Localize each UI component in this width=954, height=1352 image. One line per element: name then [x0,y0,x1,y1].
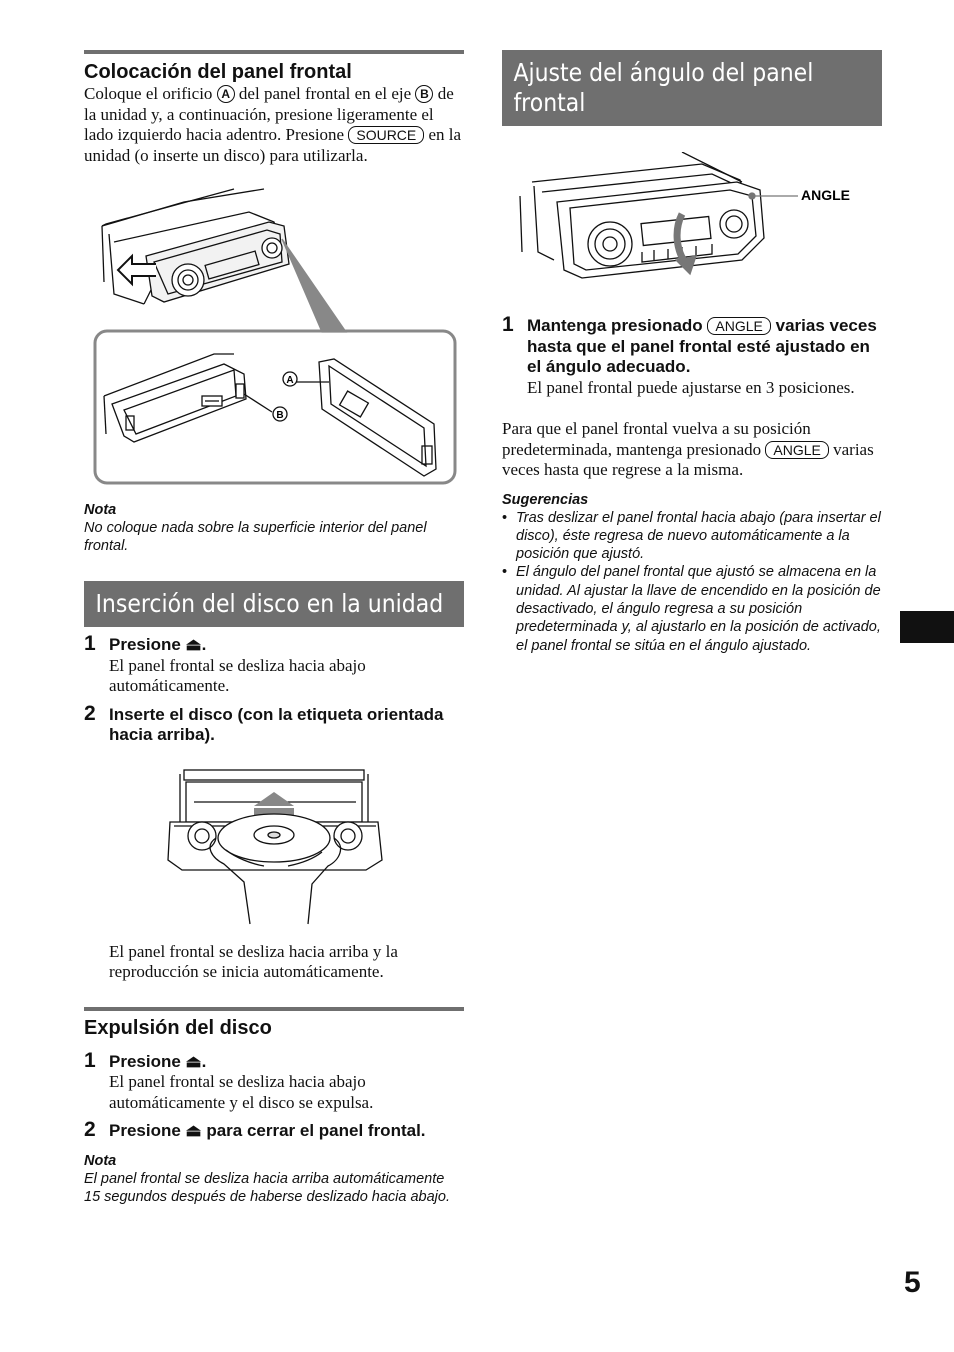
tip-item: • El ángulo del panel frontal que ajustó se almacena en la unidad. Al ajustar la llave de encendido en la posición de desactivado, el ángulo regresa a su posición predeterminada y, al ajustarlo en la posición de activado, el panel frontal se sitúa en el ángulo ajustado. [502,563,882,654]
section-title-angle: Ajuste del ángulo del panel frontal [502,50,882,126]
attach-panel-svg [84,184,464,489]
note-heading: Nota [84,502,117,518]
tips-list [502,509,882,655]
section-title-eject-disc: Expulsión del disco [84,1016,272,1039]
tips-heading: Sugerencias [502,491,589,508]
section-title-attach-panel: Colocación del panel frontal [84,61,352,83]
section-tab-marker [900,611,954,643]
insert-disc-illustration [84,762,464,932]
insert-step-2: 2 Inserte el disco (con la etiqueta orientada hacia arriba). [84,701,444,744]
angle-svg [502,152,882,292]
eject-step-1: 1 Presione ⏏. El panel frontal se desliza hacia abajo automáticamente y el disco se expulsa. [84,1048,374,1112]
angle-step-1: 1 Mantenga presionado ANGLE varias veces hasta que el panel frontal esté ajustado en el ángulo adecuado. El panel frontal puede ajustarse en 3 posiciones. [502,313,877,397]
tips-block [502,491,882,655]
section-banner-angle [502,50,882,126]
mark-b: B [415,85,433,103]
right-column [502,50,882,655]
note-text: El panel frontal se desliza hacia arriba automáticamente 15 segundos después de haberse deslizado hacia abajo. [84,1170,450,1205]
attach-panel-text: Coloque el orificio A del panel frontal en el eje B de la unidad y, a continuación, presione ligeramente el lado izquierdo hacia adentro. Presione SOURCE en la unidad (o inserte un disco) para utilizarla. [84,84,462,165]
left-column [84,50,464,1206]
insert-disc-svg [84,762,464,932]
mark-a: A [217,85,235,103]
angle-button-label: ANGLE [707,317,770,335]
fig-callout-b: B [276,410,284,421]
fig-callout-a: A [286,375,294,386]
angle-fig-label: ANGLE [801,187,850,203]
eject-note [84,1152,464,1206]
attach-note [84,501,464,555]
attach-panel-illustration [84,184,464,489]
angle-reset-text: Para que el panel frontal vuelva a su posición predeterminada, mantenga presionado ANGLE varias veces hasta que regrese a la misma. [502,419,874,479]
note-text: No coloque nada sobre la superficie interior del panel frontal. [84,520,427,554]
section-title-insert-disc: Inserción del disco en la unidad [84,581,464,627]
eject-step-2: 2 Presione ⏏ para cerrar el panel frontal. [84,1118,426,1141]
source-button-label: SOURCE [348,126,424,144]
angle-button-label: ANGLE [765,441,828,459]
note-heading: Nota [84,1152,117,1169]
angle-illustration [502,152,882,292]
section-banner-insert-disc [84,581,464,627]
insert-after-text: El panel frontal se desliza hacia arriba y la reproducción se inicia automáticamente. [109,941,398,981]
section-rule [84,1007,464,1011]
insert-step-1: 1 Presione ⏏. El panel frontal se desliza hacia abajo automáticamente. [84,632,366,695]
section-rule [84,50,464,54]
page-number: 5 [904,1266,921,1299]
tip-item: • Tras deslizar el panel frontal hacia abajo (para insertar el disco), éste regresa de nuevo automáticamente a la posición que ajustó. [502,509,882,564]
